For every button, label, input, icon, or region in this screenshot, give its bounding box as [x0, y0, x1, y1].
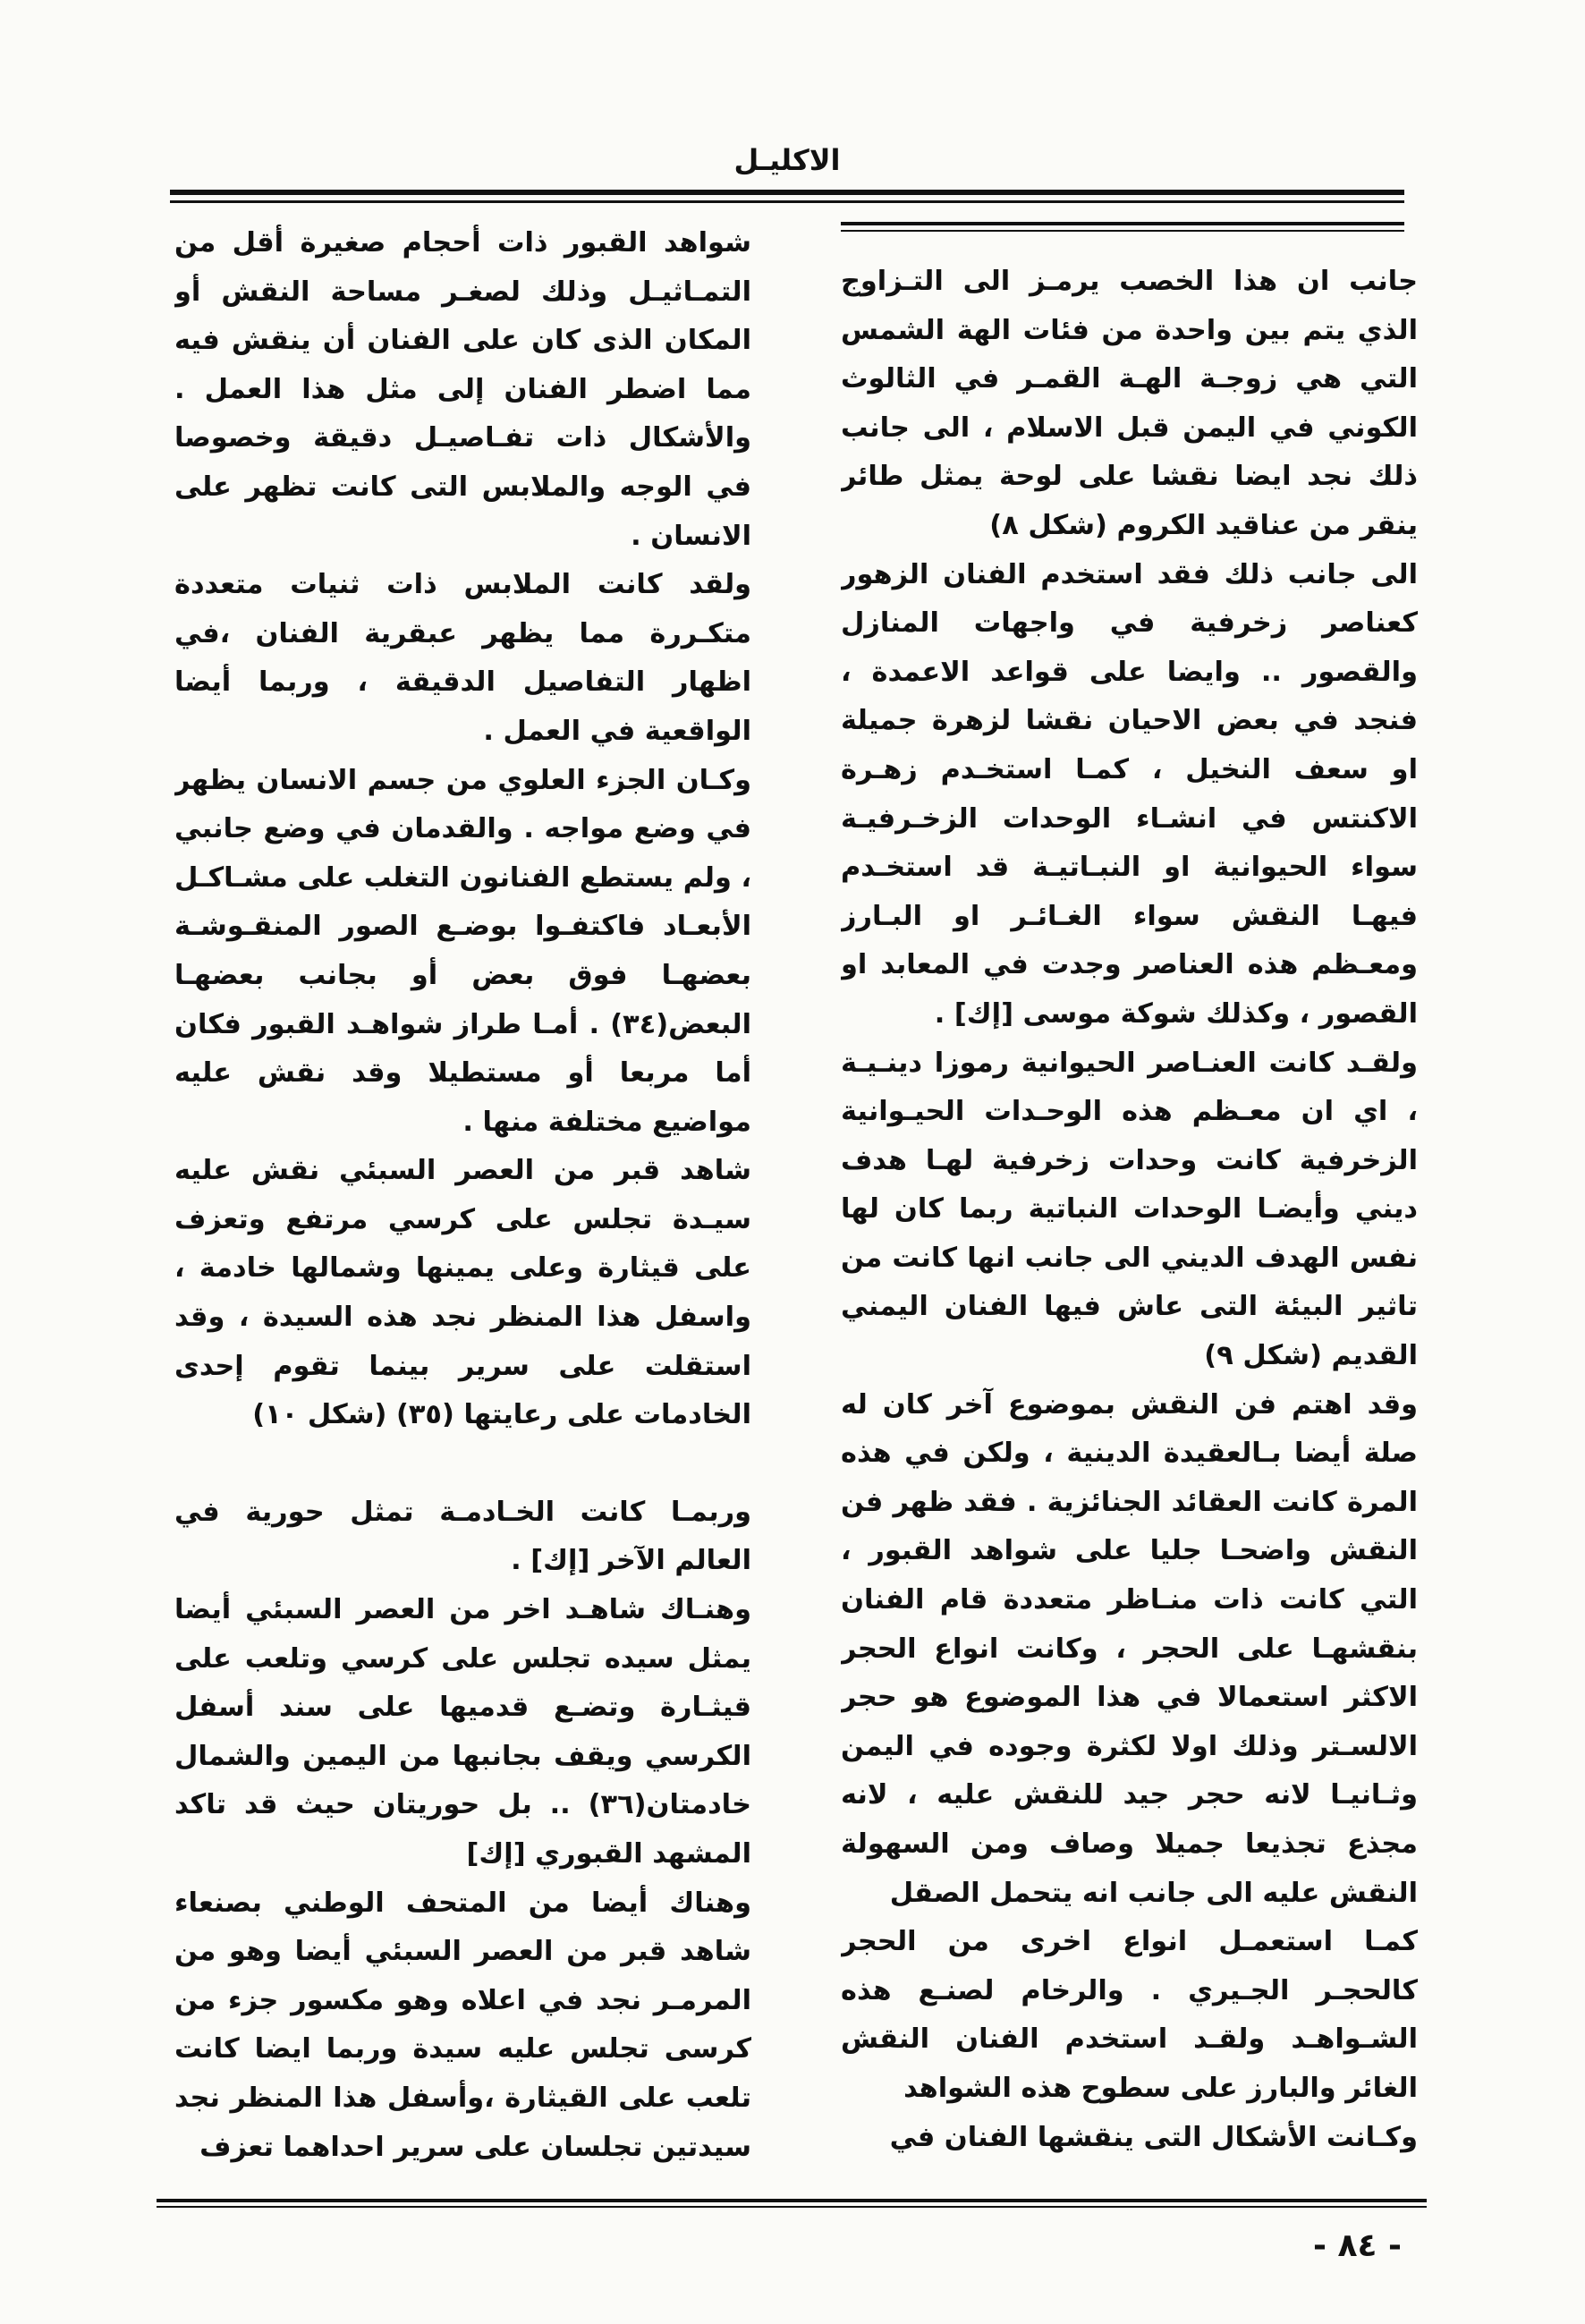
paragraph: كمـا استعمـل انواع اخرى من الحجر كالحجـر الجـيري . والرخام لصنـع هذه الشـواهـد ولقـد استخدم الفنان النقش الغائر والبارز على سطوح هذه الشواهد: [841, 1926, 1418, 2104]
paragraph: ولقد كانت الملابس ذات ثنيات متعددة متكـررة مما يظهر عبقرية الفنان ،في اظهار التفاصيل الدقيقة ، وربما أيضا الواقعية في العمل .: [174, 569, 751, 747]
paragraph: وهناك أيضا من المتحف الوطني بصنعاء شاهد قبر من العصر السبئي أيضا وهو من المرمـر نجد في اعلاه وهو مكسور جزء من كرسى تجلس عليه سيدة وربما ايضا كانت تلعب على القيثارة ،وأسفل هذا المنظر نجد سيدتين تجلسان على سرير احداهما تعزف: [174, 1887, 751, 2163]
page-number: - ٨٤ -: [1313, 2227, 1402, 2264]
header-rule-thick: [170, 190, 1404, 195]
footer-rule-thin: [157, 2206, 1427, 2208]
footer-rule: [157, 2199, 1427, 2202]
text-column-right: [841, 258, 1418, 2324]
header-rule-right-extension: [841, 222, 1404, 225]
paragraph: وربمـا كانت الخـادمـة تمثل حورية في العالم الآخر [إك] .: [174, 1496, 751, 1577]
paragraph: ولقـد كانت العنـاصر الحيوانية رموزا دينـيـة ، اي ان معـظم هذه الوحـدات الحيـوانية الزخرفية كانت وحدات زخرفية لهـا هدف ديني وأيضـا الوحدات النباتية ربما كان لها نفس الهدف الديني الى جانب انها كانت من تاثير البيئة التى عاش فيها الفنان اليمني القديم (شكل ٩): [841, 1047, 1418, 1372]
header-rule-right-extension-2: [841, 230, 1404, 232]
text-column-left: [174, 219, 751, 2286]
paragraph: وكـانت الأشكال التى ينقشها الفنان في: [889, 2121, 1418, 2153]
running-title: الاكليـل: [733, 143, 841, 177]
paragraph: جانب ان هذا الخصب يرمـز الى التـزاوج الذي يتم بين واحدة من فئات الهة الشمس التي هي زوجـة الهـة القمـر في الثالوث الكوني في اليمن قبل الاسلام ، الى جانب ذلك نجد ايضا نقشا على لوحة يمثل طائر ينقر من عناقيد الكروم (شكل ٨): [841, 266, 1418, 541]
section-gap: [174, 1440, 751, 1489]
paragraph: الى جانب ذلك فقد استخدم الفنان الزهور كعناصر زخرفية في واجهات المنازل والقصور .. وايضا على قواعد الاعمدة ، فنجد في بعض الاحيان نقشا لزهرة جميلة او سعف النخيل ، كمـا استخـدم زهـرة الاكنتس في انشـاء الوحدات الزخـرفيـة سواء الحيوانية او النبـاتيـة قد استخـدم فيهـا النقش سواء الغـائـر او البـارز ومعـظم هذه العناصر وجدت في المعابد او القصور ، وكذلك شوكة موسى [إك] .: [841, 558, 1418, 1030]
paragraph: شواهد القبور ذات أحجام صغيرة أقل من التمـاثيـل وذلك لصغـر مساحة النقش أو المكان الذى كان على الفنان أن ينقش فيه مما اضطر الفنان إلى مثل هذا العمل . والأشكال ذات تفـاصيـل دقيقة وخصوصا في الوجه والملابس التى كانت تظهر على الانسان .: [174, 227, 751, 552]
paragraph: وهنـاك شاهـد اخر من العصر السبئي أيضا يمثل سيده تجلس على كرسي وتلعب على قيثـارة وتضـع قدميها على سند أسفل الكرسي ويقف بجانبها من اليمين والشمال خادمتان(٣٦) .. بل حوريتان حيث قد تاكد المشهد القبوري [إك]: [174, 1594, 751, 1870]
paragraph: وكـان الجزء العلوي من جسم الانسان يظهر في وضع مواجه . والقدمان في وضع جانبي ، ولم يستطع الفنانون التغلب على مشـاكـل الأبعـاد فاكتفـوا بوضـع الصور المنقـوشـة بعضهـا فوق بعض أو بجانب بعضهـا البعض(٣٤) . أمـا طراز شواهـد القبور فكان أما مربعا أو مستطيلا وقد نقش عليه مواضيع مختلفة منها .: [174, 764, 751, 1138]
header-rule-thin: [170, 200, 1404, 203]
paragraph: وقد اهتم فن النقش بموضوع آخر كان له صلة أيضا بـالعقيدة الدينية ، ولكن في هذه المرة كانت العقائد الجنائزية . فقد ظهر فن النقش واضحـا جليا على شواهد القبور ، التي كانت ذات منـاظر متعددة قام الفنان بنقشهـا على الحجر ، وكانت انواع الحجر الاكثر استعمالا في هذا الموضوع هو حجر الالسـتر وذلك اولا لكثرة وجوده في اليمن وثـانيـا لانه حجر جيد للنقش عليه ، لانه مجذع تجذيعا جميلا وصاف ومن السهولة النقش عليه الى جانب انه يتحمل الصقل: [841, 1388, 1418, 1909]
paragraph: شاهد قبر من العصر السبئي نقش عليه سيـدة تجلس على كرسي مرتفع وتعزف على قيثارة وعلى يمينها وشمالها خادمة ، واسفل هذا المنظر نجد هذه السيدة ، وقد استقلت على سرير بينما تقوم إحدى الخادمات على رعايتها (٣٥) (شكل ١٠): [174, 1155, 751, 1431]
